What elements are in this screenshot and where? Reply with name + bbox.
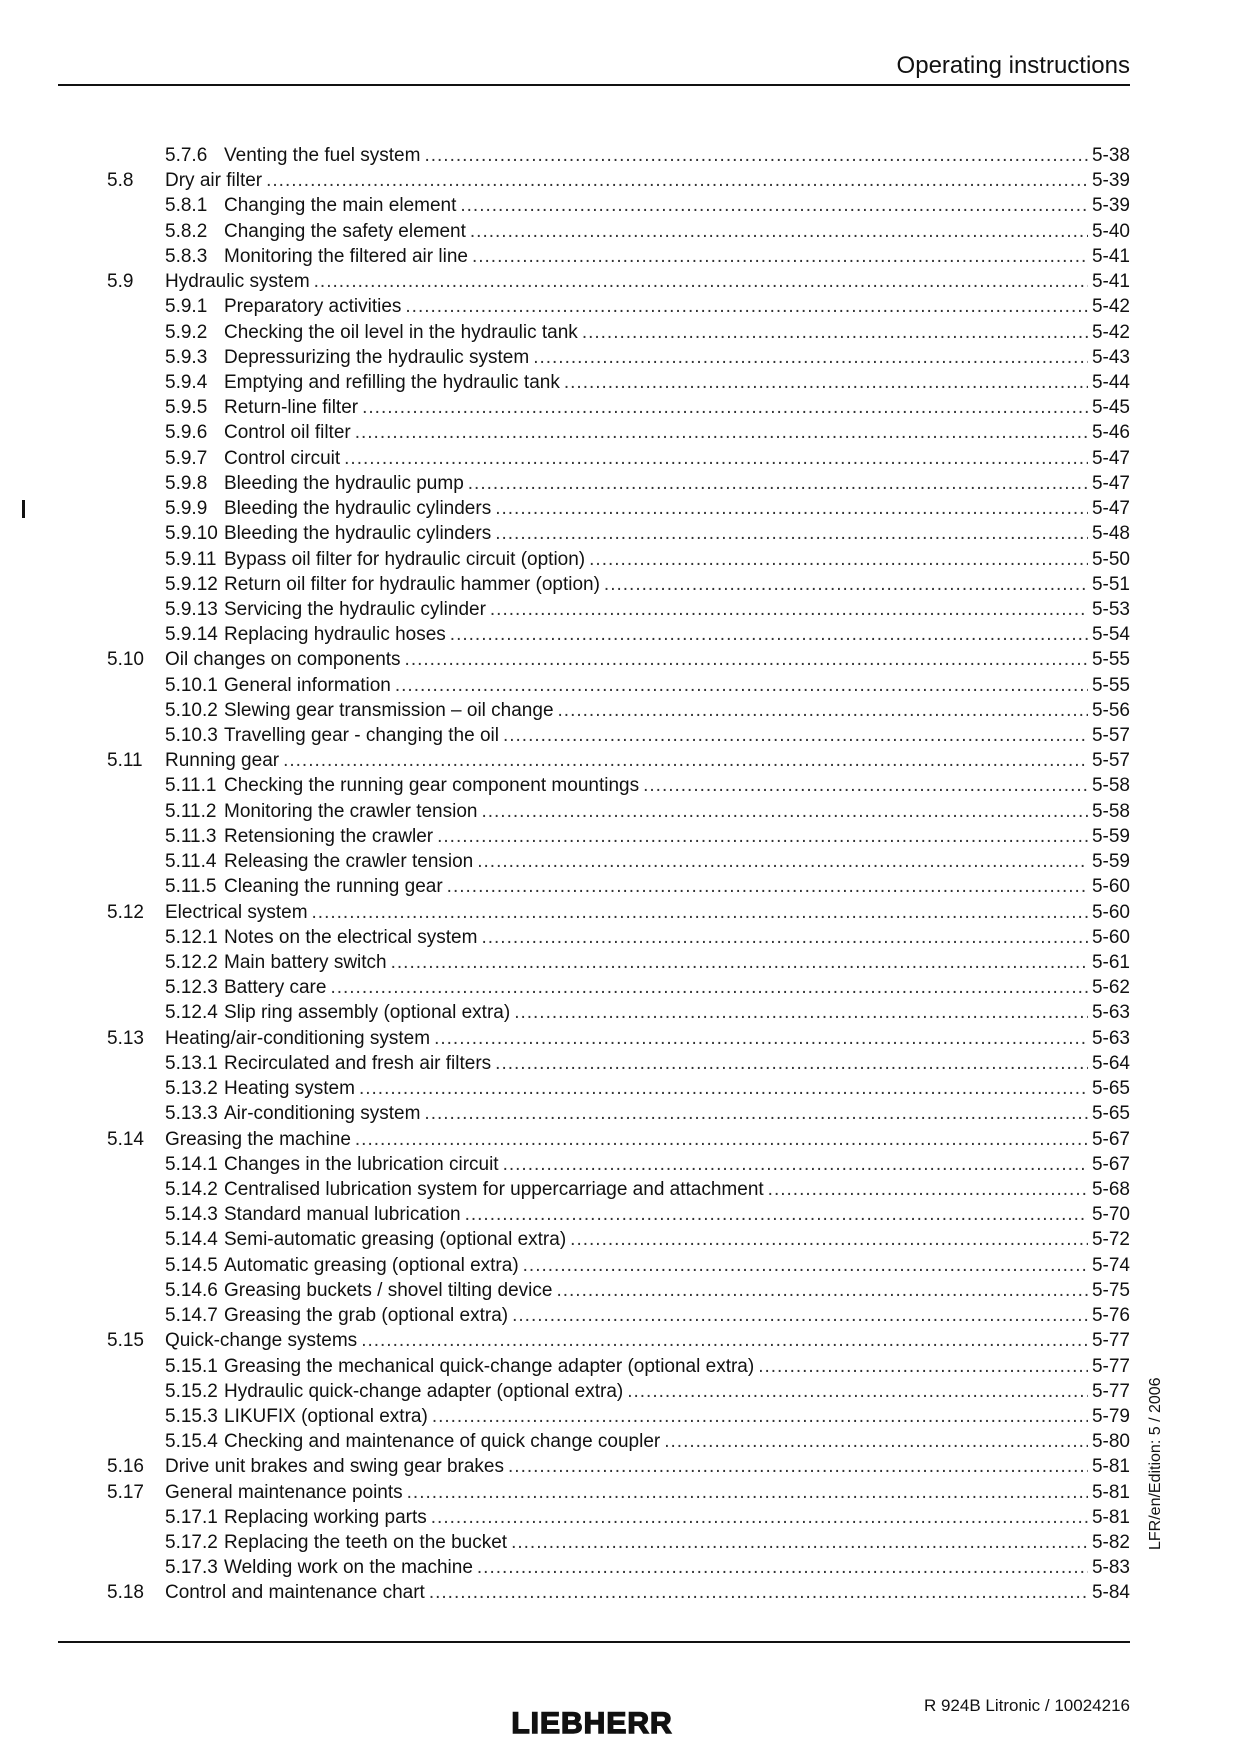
toc-entry-number: 5.12.3 [165,977,218,999]
dot-leader [362,395,1088,420]
toc-entry-page: 5-68 [1091,1178,1130,1200]
toc-entry[interactable] [58,496,1130,521]
dot-leader [511,1530,1088,1555]
toc-entry-page: 5-77 [1091,1355,1130,1377]
toc-entry[interactable] [58,1202,1130,1227]
toc-entry-number: 5.8 [107,170,134,192]
toc-entry-page: 5-58 [1091,800,1130,822]
toc-entry[interactable] [58,1555,1130,1580]
toc-entry-title: Slip ring assembly (optional extra) [224,1002,511,1024]
toc-entry-page: 5-39 [1091,170,1130,192]
toc-entry-page: 5-47 [1091,472,1130,494]
toc-entry[interactable] [58,521,1130,546]
dot-leader [514,1000,1088,1025]
toc-entry-title: Replacing hydraulic hoses [224,624,446,646]
toc-entry-title: Replacing the teeth on the bucket [224,1532,508,1554]
toc-entry-page: 5-81 [1091,1456,1130,1478]
toc-entry-number: 5.11.4 [165,851,217,873]
toc-entry-title: General maintenance points [165,1481,403,1503]
toc-entry-number: 5.10.3 [165,725,218,747]
dot-leader [361,1328,1088,1353]
toc-entry-page: 5-54 [1091,624,1130,646]
toc-entry-page: 5-42 [1091,296,1130,318]
toc-entry[interactable] [58,1051,1130,1076]
dot-leader [495,1051,1088,1076]
toc-entry-number: 5.9.5 [165,397,208,419]
toc-entry[interactable] [58,723,1130,748]
toc-entry-page: 5-61 [1091,952,1130,973]
logo-text: LIEBHERR [511,1707,673,1738]
toc-entry-number: 5.12.2 [165,952,218,973]
dot-leader [627,1379,1088,1404]
toc-entry[interactable] [58,1530,1130,1555]
toc-entry-page: 5-55 [1091,674,1130,696]
dot-leader [768,1177,1088,1202]
toc-entry-page: 5-58 [1091,775,1130,797]
dot-leader [266,168,1088,193]
dot-leader [481,799,1088,824]
dot-leader [481,925,1088,950]
toc-entry-title: Semi-automatic greasing (optional extra) [224,1229,567,1251]
toc-entry-page: 5-42 [1091,321,1130,343]
dot-leader [589,547,1088,572]
toc-entry-title: Monitoring the crawler tension [224,800,478,822]
toc-entry-title: Monitoring the filtered air line [224,245,468,267]
toc-entry-title: Air-conditioning system [224,1103,421,1125]
dot-leader [405,294,1088,319]
dot-leader [434,1026,1088,1051]
toc-entry-number: 5.17.3 [165,1557,218,1579]
toc-entry[interactable] [58,975,1130,1000]
change-bar [22,500,25,518]
toc-entry-title: Notes on the electrical system [224,926,478,948]
toc-entry-number: 5.16 [107,1456,144,1478]
toc-entry[interactable] [58,1227,1130,1252]
toc-entry-page: 5-59 [1091,825,1130,847]
dot-leader [447,874,1088,899]
toc-entry[interactable] [58,824,1130,849]
dot-leader [604,572,1088,597]
toc-entry-title: Electrical system [165,901,308,923]
toc-entry-page: 5-80 [1091,1431,1130,1453]
toc-entry-title: Emptying and refilling the hydraulic tank [224,371,560,393]
dot-leader [424,1101,1088,1126]
toc-entry-number: 5.9 [107,271,134,293]
toc-entry-number: 5.12 [107,901,144,923]
dot-leader [472,244,1088,269]
toc-entry-number: 5.9.14 [165,624,218,646]
toc-entry-number: 5.9.3 [165,346,208,368]
toc-entry[interactable] [58,799,1130,824]
dot-leader [407,1480,1088,1505]
dot-leader [355,420,1088,445]
toc-entry-number: 5.15.1 [165,1355,218,1377]
dot-leader [477,1555,1088,1580]
dot-leader [490,597,1088,622]
edition-label: LFR/en/Edition: 5 / 2006 [1147,1377,1164,1550]
dot-leader [429,1580,1088,1605]
toc-entry-title: Checking the running gear component mountings [224,775,640,797]
dot-leader [391,950,1088,975]
header-rule [58,84,1130,86]
toc-entry-title: Return oil filter for hydraulic hammer (option) [224,573,600,595]
toc-entry[interactable] [58,647,1130,672]
dot-leader [432,1404,1088,1429]
toc-entry[interactable] [58,1101,1130,1126]
toc-entry-page: 5-70 [1091,1204,1130,1226]
toc-entry-number: 5.9.9 [165,498,208,520]
toc-entry[interactable] [58,1303,1130,1328]
toc-entry-number: 5.9.8 [165,472,208,494]
toc-entry-title: Retensioning the crawler [224,825,434,847]
toc-entry-title: Automatic greasing (optional extra) [224,1254,519,1276]
toc-entry-number: 5.8.1 [165,195,208,217]
toc-entry-title: Welding work on the machine [224,1557,473,1579]
toc-entry-page: 5-67 [1091,1128,1130,1150]
toc-entry-number: 5.17.2 [165,1532,218,1554]
dot-leader [470,219,1088,244]
dot-leader [558,698,1088,723]
toc-entry-page: 5-40 [1091,220,1130,242]
toc-entry-page: 5-65 [1091,1103,1130,1125]
toc-entry[interactable] [58,1000,1130,1025]
dot-leader [395,673,1088,698]
toc-entry-number: 5.14.4 [165,1229,218,1251]
dot-leader [283,748,1088,773]
toc-entry-number: 5.11.3 [165,825,217,847]
toc-entry[interactable] [58,1253,1130,1278]
toc-entry-page: 5-46 [1091,422,1130,444]
toc-entry[interactable] [58,1379,1130,1404]
toc-entry-number: 5.9.10 [165,523,218,545]
toc-entry[interactable] [58,370,1130,395]
toc-entry-number: 5.9.11 [165,548,217,570]
toc-entry-page: 5-51 [1091,573,1130,595]
toc-entry-page: 5-38 [1091,145,1130,166]
toc-entry-title: Greasing buckets / shovel tilting device [224,1279,553,1301]
dot-leader [512,1303,1088,1328]
toc-entry[interactable] [58,673,1130,698]
toc-entry-number: 5.14.2 [165,1178,218,1200]
toc-entry-number: 5.11.1 [165,775,217,797]
toc-entry-title: Quick-change systems [165,1330,358,1352]
dot-leader [344,446,1088,471]
toc-entry-page: 5-62 [1091,977,1130,999]
toc-entry[interactable] [58,143,1130,168]
toc-entry[interactable] [58,395,1130,420]
toc-entry-page: 5-82 [1091,1532,1130,1554]
toc-entry[interactable] [58,950,1130,975]
toc-entry-title: Centralised lubrication system for uppercarriage and attachment [224,1178,764,1200]
toc-entry-page: 5-67 [1091,1153,1130,1175]
toc-entry-number: 5.14.6 [165,1279,218,1301]
toc-entry[interactable] [58,420,1130,445]
toc-entry-page: 5-48 [1091,523,1130,545]
toc-entry-title: Heating system [224,1078,355,1100]
toc-entry-page: 5-77 [1091,1380,1130,1402]
toc-entry-page: 5-45 [1091,397,1130,419]
toc-entry[interactable] [58,572,1130,597]
toc-entry[interactable] [58,1152,1130,1177]
toc-entry-title: Main battery switch [224,952,387,973]
toc-entry-number: 5.13.3 [165,1103,218,1125]
toc-entry[interactable] [58,1076,1130,1101]
toc-entry-number: 5.13 [107,1027,144,1049]
toc-entry-number: 5.15.4 [165,1431,218,1453]
dot-leader [570,1227,1088,1252]
toc-entry-title: Bleeding the hydraulic cylinders [224,498,492,520]
toc-entry-title: LIKUFIX (optional extra) [224,1405,428,1427]
toc-entry-title: Oil changes on components [165,649,401,671]
toc-entry[interactable] [58,1429,1130,1454]
toc-entry-page: 5-43 [1091,346,1130,368]
toc-entry-page: 5-59 [1091,851,1130,873]
toc-entry[interactable] [58,1580,1130,1605]
toc-entry-number: 5.12.1 [165,926,218,948]
toc-entry-number: 5.14 [107,1128,144,1150]
toc-entry-page: 5-60 [1091,901,1130,923]
toc-entry-title: Bleeding the hydraulic cylinders [224,523,492,545]
toc-entry-page: 5-76 [1091,1305,1130,1327]
toc-entry-title: Venting the fuel system [224,145,421,166]
toc-entry-number: 5.9.13 [165,598,218,620]
toc-entry[interactable] [58,446,1130,471]
toc-entry-title: Depressurizing the hydraulic system [224,346,530,368]
dot-leader [405,647,1088,672]
dot-leader [495,496,1088,521]
toc-entry-page: 5-79 [1091,1405,1130,1427]
dot-leader [314,269,1088,294]
toc-entry[interactable] [58,471,1130,496]
toc-entry-title: Control and maintenance chart [165,1582,425,1604]
toc-entry-page: 5-74 [1091,1254,1130,1276]
toc-entry-page: 5-47 [1091,498,1130,520]
toc-entry-title: Servicing the hydraulic cylinder [224,598,486,620]
toc-entry-title: Standard manual lubrication [224,1204,461,1226]
toc-entry-title: Changing the main element [224,195,457,217]
toc-entry-title: Battery care [224,977,327,999]
toc-entry-page: 5-39 [1091,195,1130,217]
toc-entry-page: 5-83 [1091,1557,1130,1579]
dot-leader [664,1429,1088,1454]
toc-entry-number: 5.9.4 [165,371,208,393]
toc-entry-number: 5.8.2 [165,220,208,242]
dot-leader [355,1127,1088,1152]
footer-rule [58,1641,1130,1643]
dot-leader [758,1354,1088,1379]
toc-entry[interactable] [58,698,1130,723]
toc-entry-number: 5.14.7 [165,1305,218,1327]
toc-entry[interactable] [58,849,1130,874]
toc-entry-number: 5.13.1 [165,1052,218,1074]
toc-entry-page: 5-55 [1091,649,1130,671]
toc-entry-page: 5-77 [1091,1330,1130,1352]
toc-entry-number: 5.11.2 [165,800,217,822]
toc-entry-title: Hydraulic system [165,271,310,293]
toc-entry-number: 5.7.6 [165,145,208,166]
dot-leader [359,1076,1088,1101]
toc-entry[interactable] [58,1278,1130,1303]
toc-entry[interactable] [58,1127,1130,1152]
toc-entry-number: 5.9.1 [165,296,208,318]
toc-entry-number: 5.11 [107,750,143,772]
toc-entry[interactable] [58,1480,1130,1505]
toc-entry-page: 5-64 [1091,1052,1130,1074]
toc-entry-title: General information [224,674,391,696]
toc-entry-title: Bypass oil filter for hydraulic circuit (option) [224,548,586,570]
toc-entry[interactable] [58,925,1130,950]
toc-entry-number: 5.9.12 [165,573,218,595]
toc-entry-title: Replacing working parts [224,1506,427,1528]
toc-entry-title: Return-line filter [224,397,359,419]
dot-leader [468,471,1088,496]
toc-entry[interactable] [58,345,1130,370]
toc-entry-page: 5-72 [1091,1229,1130,1251]
toc-entry-page: 5-57 [1091,750,1130,772]
liebherr-logo [494,1706,690,1738]
toc-entry-title: Bleeding the hydraulic pump [224,472,464,494]
dot-leader [460,193,1088,218]
toc-entry-title: Drive unit brakes and swing gear brakes [165,1456,505,1478]
toc-entry-title: Running gear [165,750,280,772]
toc-entry-number: 5.9.6 [165,422,208,444]
toc-entry-page: 5-81 [1091,1506,1130,1528]
toc-entry-title: Cleaning the running gear [224,876,443,898]
toc-entry-page: 5-60 [1091,926,1130,948]
toc-entry-title: Recirculated and fresh air filters [224,1052,492,1074]
toc-entry-page: 5-75 [1091,1279,1130,1301]
footer-model: R 924B Litronic / 10024216 [923,1696,1130,1715]
toc-entry-number: 5.14.5 [165,1254,218,1276]
dot-leader [643,773,1088,798]
toc-entry-title: Dry air filter [165,170,263,192]
toc-entry-page: 5-50 [1091,548,1130,570]
toc-entry-title: Greasing the mechanical quick-change adapter (optional extra) [224,1355,755,1377]
toc-entry-title: Releasing the crawler tension [224,851,474,873]
toc-entry[interactable] [58,900,1130,925]
toc-entry-title: Slewing gear transmission – oil change [224,699,554,721]
toc-entry-title: Travelling gear - changing the oil [224,725,499,747]
toc-entry-number: 5.9.7 [165,447,208,469]
dot-leader [503,1152,1088,1177]
toc-entry[interactable] [58,597,1130,622]
dot-leader [450,622,1088,647]
toc-entry-page: 5-41 [1091,245,1130,267]
toc-entry[interactable] [58,1354,1130,1379]
toc-entry-number: 5.17 [107,1481,144,1503]
dot-leader [431,1505,1088,1530]
dot-leader [533,345,1088,370]
toc-entry-number: 5.15.3 [165,1405,218,1427]
dot-leader [424,143,1088,168]
dot-leader [465,1202,1088,1227]
toc-entry-page: 5-41 [1091,271,1130,293]
toc-entry[interactable] [58,1026,1130,1051]
toc-entry[interactable] [58,1404,1130,1429]
toc-entry-page: 5-81 [1091,1481,1130,1503]
toc-entry-title: Greasing the grab (optional extra) [224,1305,509,1327]
toc-entry-title: Changing the safety element [224,220,466,242]
toc-entry-page: 5-65 [1091,1078,1130,1100]
toc-entry-title: Checking and maintenance of quick change coupler [224,1431,661,1453]
dot-leader [564,370,1088,395]
toc-entry-page: 5-47 [1091,447,1130,469]
toc-entry[interactable] [58,1505,1130,1530]
toc-entry[interactable] [58,219,1130,244]
toc-entry[interactable] [58,294,1130,319]
toc-entry[interactable] [58,244,1130,269]
toc-entry-page: 5-63 [1091,1027,1130,1049]
toc-entry-page: 5-56 [1091,699,1130,721]
toc-entry[interactable] [58,1328,1130,1353]
dot-leader [582,320,1088,345]
toc-entry[interactable] [58,874,1130,899]
dot-leader [495,521,1088,546]
toc-entry-title: Control circuit [224,447,341,469]
toc-entry-number: 5.10 [107,649,144,671]
toc-entry[interactable] [58,1177,1130,1202]
dot-leader [312,900,1088,925]
toc-entry[interactable] [58,269,1130,294]
dot-leader [523,1253,1088,1278]
toc-entry-title: Preparatory activities [224,296,402,318]
table-of-contents [58,143,1130,1606]
toc-entry[interactable] [58,1454,1130,1479]
toc-entry-number: 5.14.3 [165,1204,218,1226]
toc-entry-number: 5.10.2 [165,699,218,721]
page-title: Operating instructions [896,52,1130,79]
dot-leader [556,1278,1088,1303]
toc-entry-title: Control oil filter [224,422,351,444]
toc-entry-number: 5.10.1 [165,674,218,696]
toc-entry-number: 5.15 [107,1330,144,1352]
toc-entry-number: 5.17.1 [165,1506,218,1528]
dot-leader [508,1454,1088,1479]
toc-entry-title: Heating/air-conditioning system [165,1027,431,1049]
toc-entry-number: 5.18 [107,1582,144,1604]
toc-entry-title: Checking the oil level in the hydraulic tank [224,321,578,343]
toc-entry-number: 5.13.2 [165,1078,218,1100]
toc-entry[interactable] [58,547,1130,572]
toc-entry-number: 5.11.5 [165,876,217,898]
toc-entry-page: 5-63 [1091,1002,1130,1024]
toc-entry[interactable] [58,168,1130,193]
toc-entry-title: Greasing the machine [165,1128,351,1150]
toc-entry-page: 5-84 [1091,1582,1130,1604]
toc-entry[interactable] [58,320,1130,345]
toc-entry-title: Changes in the lubrication circuit [224,1153,499,1175]
toc-entry[interactable] [58,748,1130,773]
toc-entry-page: 5-57 [1091,725,1130,747]
toc-entry-number: 5.8.3 [165,245,208,267]
toc-entry-number: 5.15.2 [165,1380,218,1402]
toc-entry-number: 5.14.1 [165,1153,218,1175]
toc-entry-page: 5-53 [1091,598,1130,620]
toc-entry[interactable] [58,622,1130,647]
toc-entry-title: Hydraulic quick-change adapter (optional extra) [224,1380,624,1402]
toc-entry-number: 5.12.4 [165,1002,218,1024]
dot-leader [437,824,1088,849]
toc-entry-page: 5-44 [1091,371,1130,393]
toc-entry[interactable] [58,193,1130,218]
dot-leader [330,975,1088,1000]
toc-entry[interactable] [58,773,1130,798]
dot-leader [503,723,1088,748]
dot-leader [477,849,1088,874]
toc-entry-number: 5.9.2 [165,321,208,343]
toc-entry-page: 5-60 [1091,876,1130,898]
